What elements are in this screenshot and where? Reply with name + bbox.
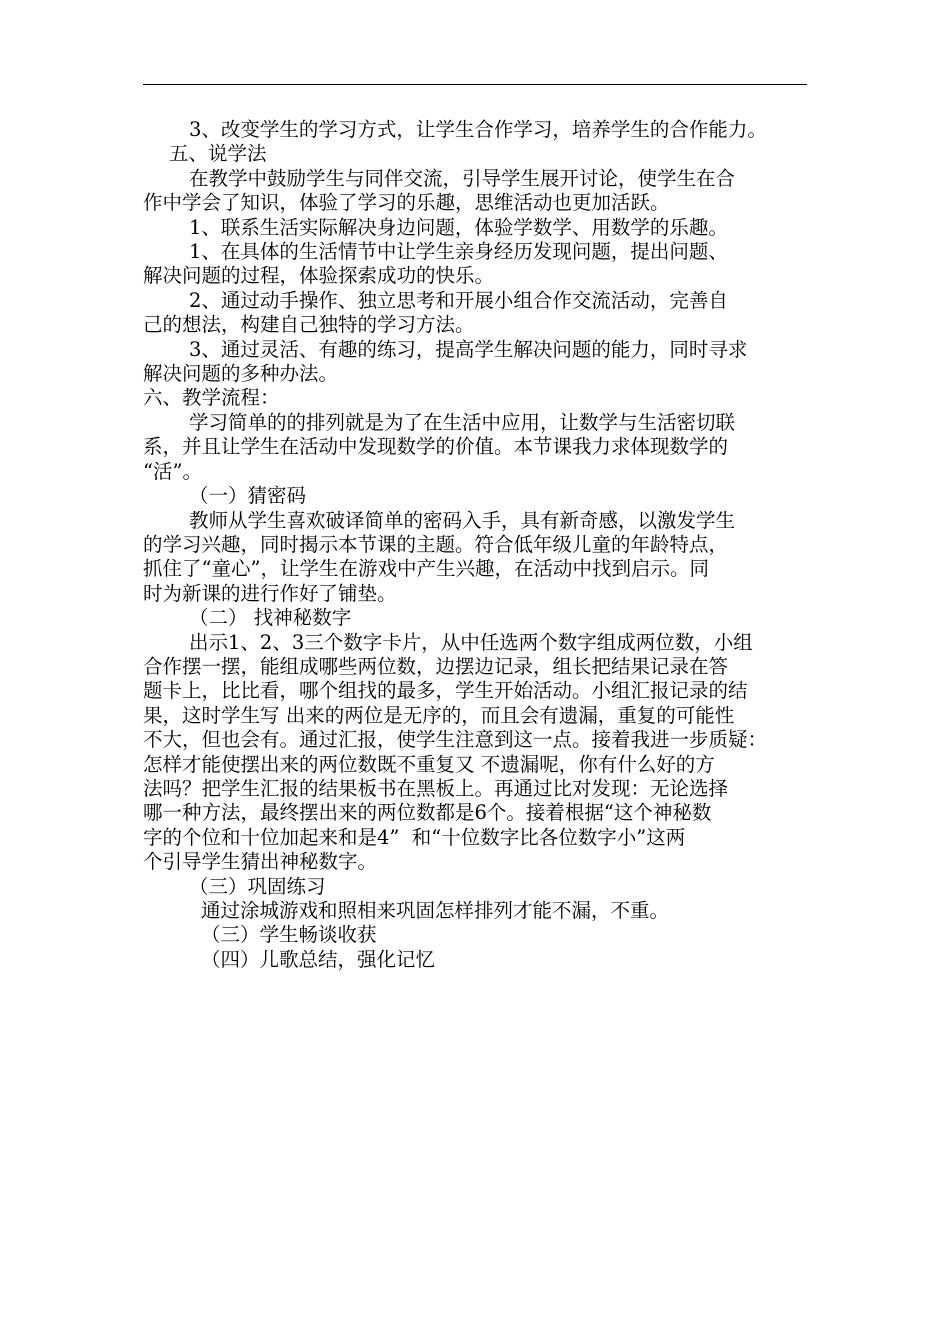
paragraph-line: 系，并且让学生在活动中发现数学的价值。本节课我力求体现数学的 [143,435,729,459]
paragraph-line: 合作摆一摆，能组成哪些两位数，边摆边记录，组长把结果记录在答 [143,654,729,678]
paragraph-line: “活”。 [143,459,202,483]
section-heading-study-method: 五、说学法 [169,142,267,166]
subheading-find-mystery-number: （二） 找神秘数字 [189,606,352,630]
paragraph-line: 3、改变学生的学习方式，让学生合作学习，培养学生的合作能力。 [189,118,767,141]
paragraph-line: 怎样才能使摆出来的两位数既不重复又 不遗漏呢，你有什么好的方 [143,752,715,776]
paragraph-line: 个引导学生猜出神秘数字。 [143,850,378,874]
subheading-share-gains: （三）学生畅谈收获 [201,923,377,947]
paragraph-line: 解决问题的过程，体验探索成功的快乐。 [143,264,495,288]
paragraph-line: 哪一种方法，最终摆出来的两位数都是6个。接着根据“这个神秘数 [143,801,712,825]
paragraph-line: 通过涂城游戏和照相来巩固怎样排列才能不漏，不重。 [201,899,670,922]
subheading-consolidation: （三）巩固练习 [189,874,326,898]
paragraph-line: 己的想法，构建自己独特的学习方法。 [143,313,475,337]
subheading-guess-password: （一）猜密码 [189,484,307,508]
paragraph-line: 学习简单的的排列就是为了在生活中应用，让数学与生活密切联 [189,410,736,434]
header-rule [143,84,807,85]
document-body [143,118,813,972]
paragraph-line: 不大，但也会有。通过汇报，使学生注意到这一点。接着我进一步质疑： [143,728,768,752]
section-heading-teaching-process: 六、教学流程： [143,386,280,410]
paragraph-line: 题卡上，比比看，哪个组找的最多，学生开始活动。小组汇报记录的结 [143,679,748,703]
paragraph-line: 的学习兴趣，同时揭示本节课的主题。符合低年级儿童的年龄特点， [143,532,729,556]
paragraph-line: 出示1、2、3三个数字卡片，从中任选两个数字组成两位数，小组 [189,630,753,654]
paragraph-line: 时为新课的进行作好了铺垫。 [143,581,397,605]
paragraph-line: 3、通过灵活、有趣的练习，提高学生解决问题的能力，同时寻求 [189,337,748,361]
paragraph-line: 1、联系生活实际解决身边问题，体验学数学、用数学的乐趣。 [189,215,728,239]
paragraph-line: 抓住了“童心”，让学生在游戏中产生兴趣，在活动中找到启示。同 [143,557,709,581]
paragraph-line: 作中学会了知识，体验了学习的乐趣，思维活动也更加活跃。 [143,191,670,215]
subheading-song-summary: （四）儿歌总结，强化记忆 [201,947,436,971]
paragraph-line: 在教学中鼓励学生与同伴交流，引导学生展开讨论，使学生在合 [189,166,736,190]
paragraph-line: 教师从学生喜欢破译简单的密码入手，具有新奇感，以激发学生 [189,508,736,532]
paragraph-line: 解决问题的多种办法。 [143,362,339,386]
paragraph-line: 字的个位和十位加起来和是4” 和“十位数字比各位数字小”这两 [143,825,686,849]
paragraph-line: 果，这时学生写 出来的两位是无序的，而且会有遗漏，重复的可能性 [143,703,735,727]
paragraph-line: 法吗？把学生汇报的结果板书在黑板上。再通过比对发现：无论选择 [143,776,729,800]
paragraph-line: 1、在具体的生活情节中让学生亲身经历发现问题，提出问题、 [189,240,728,264]
paragraph-line: 2、通过动手操作、独立思考和开展小组合作交流活动，完善自 [189,288,728,312]
